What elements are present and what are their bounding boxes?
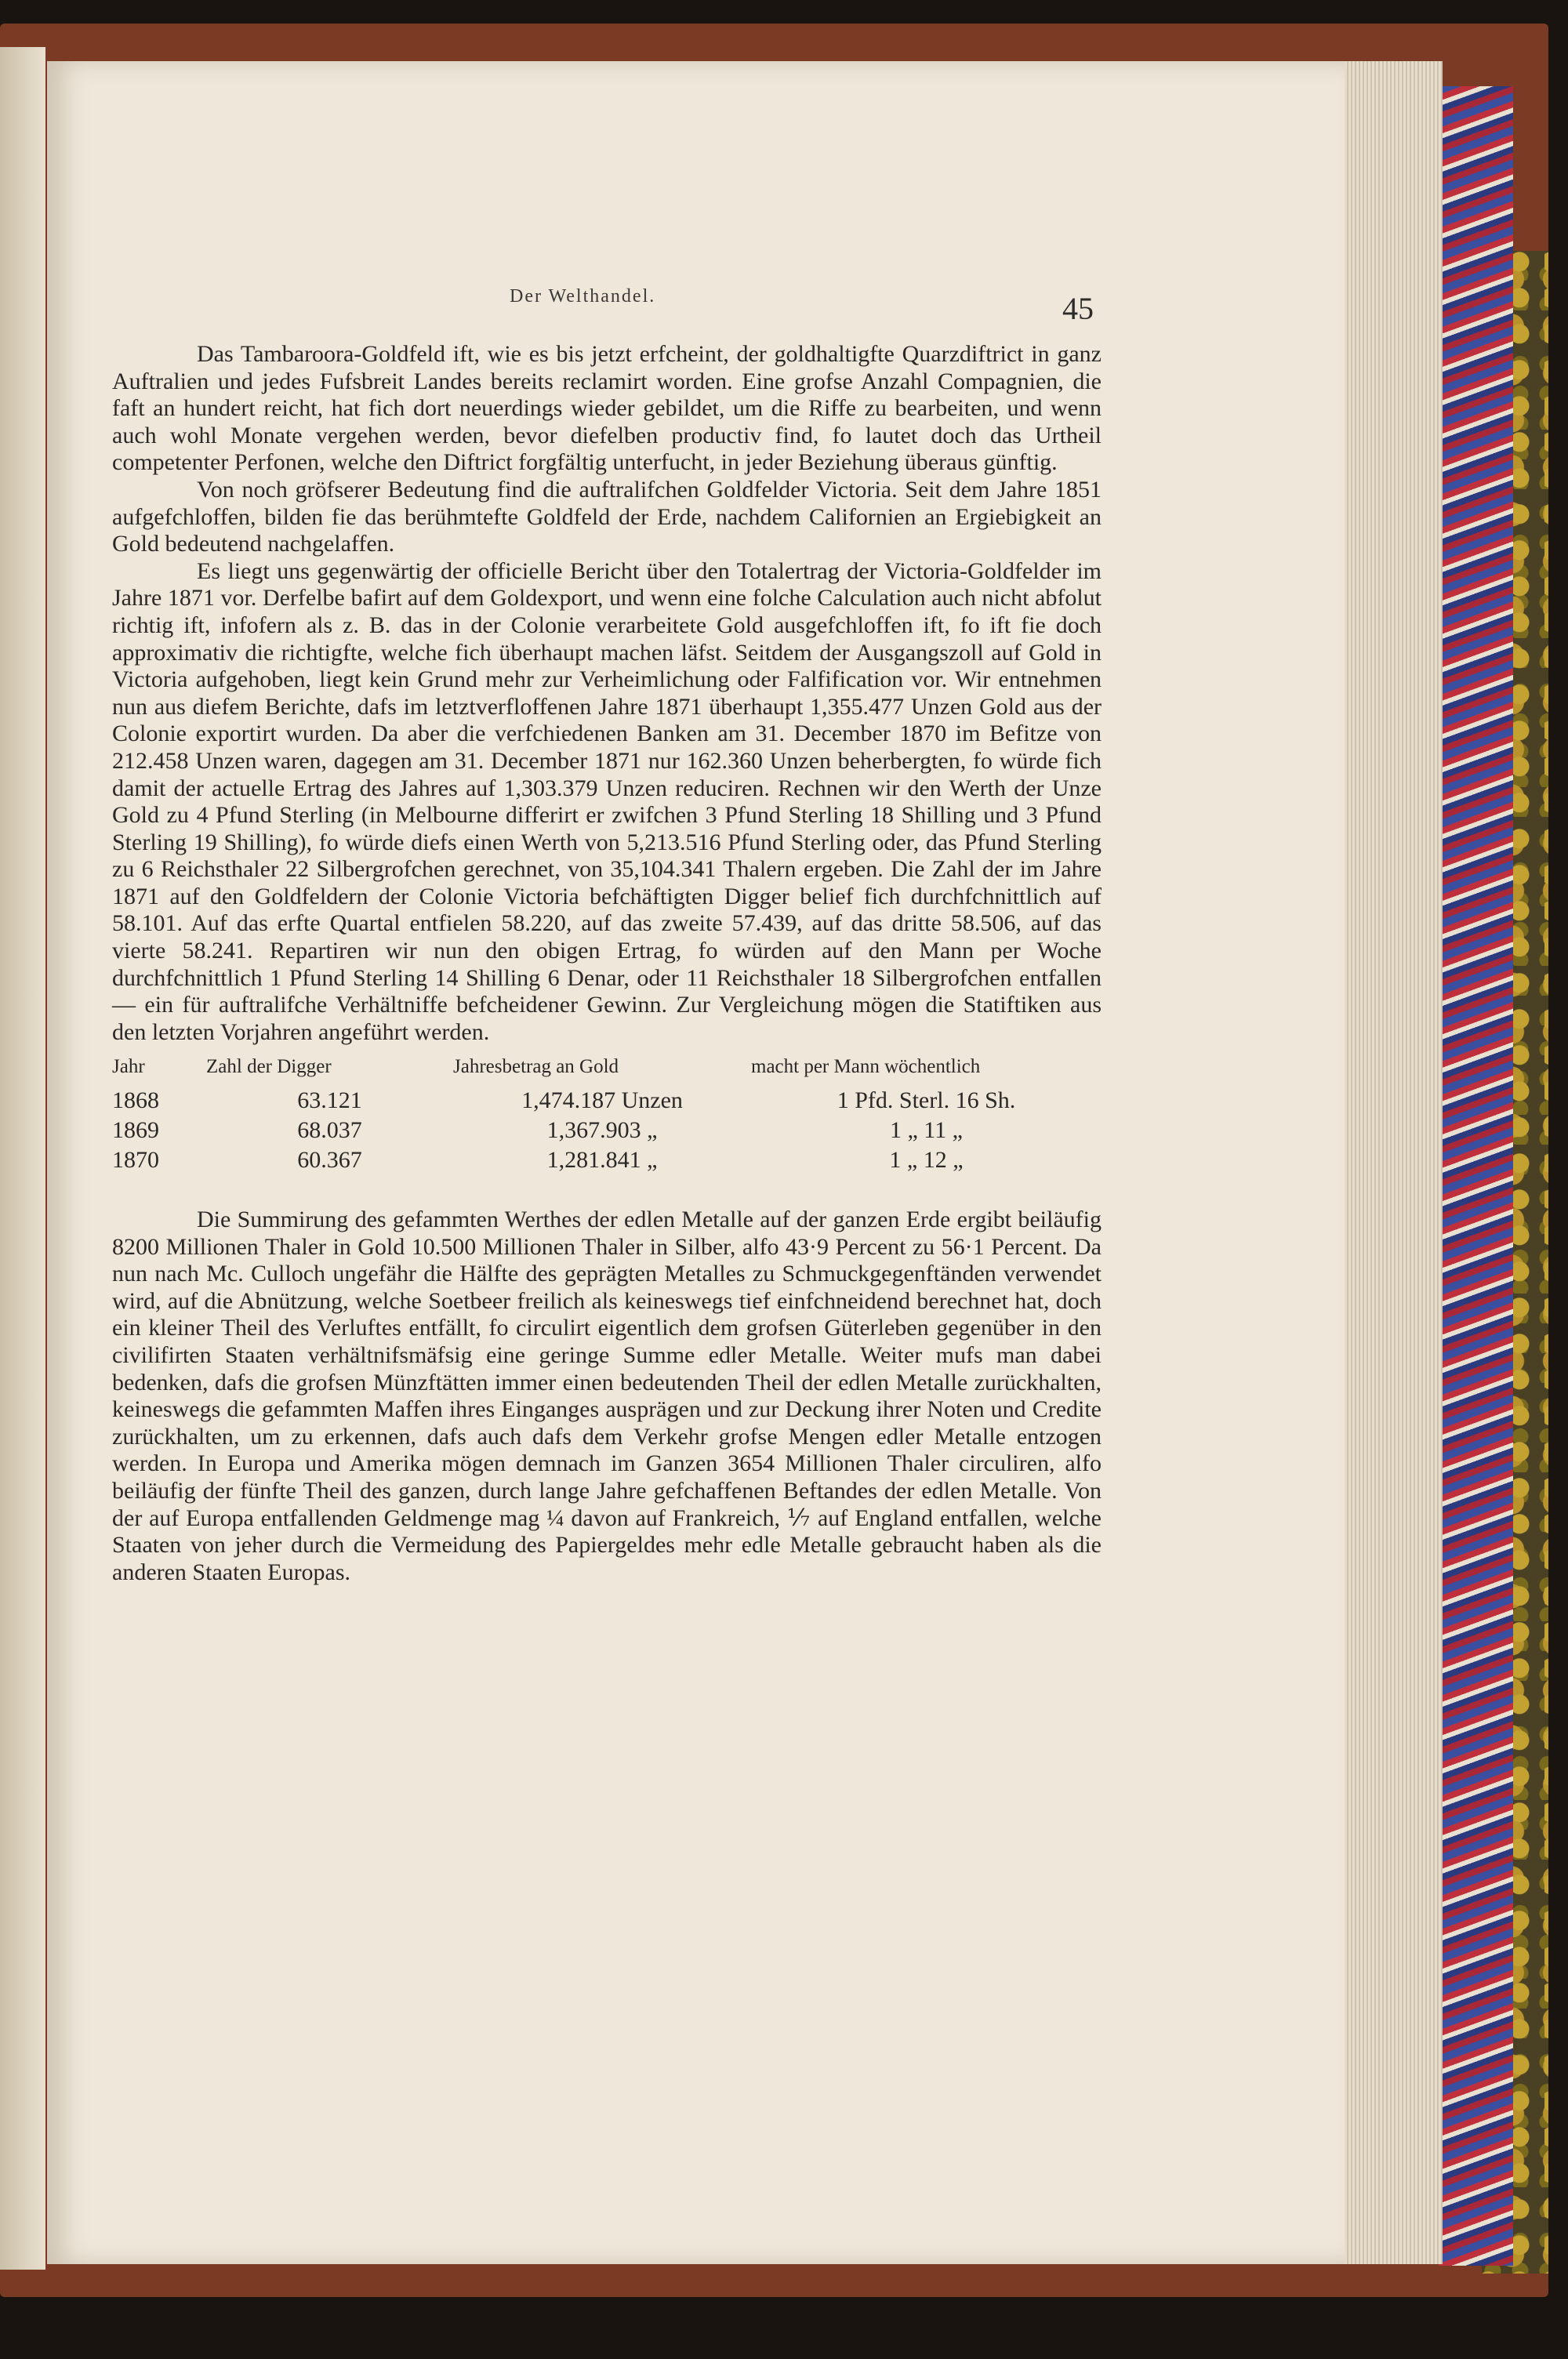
table-cell: 1868	[112, 1087, 159, 1114]
table-cell: 1 „ 11 „	[889, 1117, 964, 1144]
table-row	[112, 1116, 1102, 1145]
table-cell: 1869	[112, 1117, 159, 1144]
running-head: Der Welthandel.	[510, 286, 656, 307]
previous-page-edge	[0, 47, 45, 2270]
column-header: Jahresbetrag an Gold	[453, 1056, 619, 1078]
table-cell: 1 „ 12 „	[889, 1147, 964, 1174]
table-cell: 1,367.903 „	[546, 1117, 658, 1144]
column-header: macht per Mann wöchentlich	[751, 1056, 981, 1078]
table-row	[112, 1145, 1102, 1175]
table-row	[112, 1086, 1102, 1116]
table-cell: 68.037	[297, 1117, 362, 1144]
table-cell: 1 Pfd. Sterl. 16 Sh.	[837, 1087, 1016, 1114]
body-text	[112, 341, 1102, 1586]
page-number: 45	[1062, 291, 1094, 326]
table-header-row	[112, 1054, 1102, 1086]
column-header: Jahr	[112, 1056, 145, 1078]
gold-statistics-table	[112, 1054, 1102, 1175]
marbled-page-edge	[1439, 86, 1513, 2266]
paragraph: Die Summirung des gefammten Werthes der edlen Metalle auf der ganzen Erde ergibt beiläufig 8200 Millionen Thaler in Gold 10.500 Millionen Thaler in Silber, alfo 43·9 Percent zu 56·1 Percent. Da nun nach Mc. Culloch ungefähr die Hälfte des geprägten Metalles zu Schmuckgegenftänden verwendet wird, auf die Abnützung, welche Soetbeer freilich als keineswegs tief einfchneidend berechnet hat, doch ein kleiner Theil des Verluftes entfällt, fo circulirt eigentlich dem grofsen Güterleben gegenüber in den civilifirten Staaten verhältnifsmäfsig eine geringe Summe edler Metalle. Weiter mufs man dabei bedenken, dafs die grofsen Münzftätten immer einen bedeutenden Theil der edlen Metalle zurückhalten, keineswegs die gefammten Maffen ihres Einganges ausprägen und zur Deckung ihrer Noten und Credite zurückhalten, um zu erkennen, dafs auch dafs dem Verkehr grofse Mengen edler Metalle entzogen werden. In Europa und Amerika mögen demnach im Ganzen 3654 Millionen Thaler circuliren, alfo beiläufig der fünfte Theil des ganzen, durch lange Jahre gefchaffenen Beftandes der edlen Metalle. Von der auf Europa entfallenden Geldmenge mag ¼ davon auf Frankreich, ⅐ auf England entfallen, welche Staaten von jeher durch die Vermeidung des Papiergeldes mehr edle Metalle gebraucht haben als die anderen Staaten Europas.	[112, 1207, 1102, 1585]
column-header: Zahl der Digger	[206, 1056, 332, 1078]
page-block-edge	[1333, 61, 1443, 2264]
table-cell: 1,281.841 „	[546, 1147, 658, 1174]
table-cell: 1,474.187 Unzen	[521, 1087, 683, 1114]
table-cell: 60.367	[297, 1147, 362, 1174]
table-cell: 1870	[112, 1147, 159, 1174]
paragraph: Von noch gröfserer Bedeutung find die auftralifchen Goldfelder Victoria. Seit dem Jahre 1851 aufgefchloffen, bilden fie das berühmtefte Goldfeld der Erde, nachdem Californien an Ergiebigkeit an Gold bedeutend nachgelaffen.	[112, 476, 1102, 557]
table-cell: 63.121	[297, 1087, 362, 1114]
paragraph: Das Tambaroora-Goldfeld ift, wie es bis jetzt erfcheint, der goldhaltigfte Quarzdiftrict in ganz Auftralien und jedes Fufsbreit Landes bereits reclamirt worden. Eine grofse Anzahl Compagnien, die faft an hundert reicht, hat fich dort neuerdings wieder gebildet, um die Riffe zu bearbeiten, und wenn auch wohl Monate vergehen werden, bevor diefelben productiv find, fo lautet doch das Urtheil competenter Perfonen, welche den Diftrict forgfältig unterfucht, in jeder Beziehung überaus günftig.	[112, 341, 1102, 476]
paragraph: Es liegt uns gegenwärtig der officielle Bericht über den Totalertrag der Victoria-Goldfelder im Jahre 1871 vor. Derfelbe bafirt auf dem Goldexport, und wenn eine folche Calculation auch nicht abfolut richtig ift, infofern als z. B. das in der Colonie verarbeitete Gold ausgefchloffen ift, fo ift fie doch approximativ die richtigfte, welche fich überhaupt machen läfst. Seitdem der Ausgangszoll auf Gold in Victoria aufgehoben, liegt kein Grund mehr zur Verheimlichung oder Falfification vor. Wir entnehmen nun aus diefem Berichte, dafs im letztverfloffenen Jahre 1871 überhaupt 1,355.477 Unzen Gold aus der Colonie exportirt wurden. Da aber die verfchiedenen Banken am 31. December 1870 im Befitze von 212.458 Unzen waren, dagegen am 31. December 1871 nur 162.360 Unzen beherbergten, fo würde fich damit der actuelle Ertrag des Jahres auf 1,303.379 Unzen reduciren. Rechnen wir den Werth der Unze Gold zu 4 Pfund Sterling (in Melbourne differirt er zwifchen 3 Pfund Sterling 18 Shilling und 3 Pfund Sterling 19 Shilling), fo würde diefs einen Werth von 5,213.516 Pfund Sterling oder, das Pfund Sterling zu 6 Reichsthaler 22 Silbergrofchen gerechnet, von 35,104.341 Thalern ergeben. Die Zahl der im Jahre 1871 auf den Goldfeldern der Colonie Victoria befchäftigten Digger belief fich durchfchnittlich auf 58.101. Auf das erfte Quartal entfielen 58.220, auf das zweite 57.439, auf das dritte 58.506, auf das vierte 58.241. Repartiren wir nun den obigen Ertrag, fo würden auf den Mann per Woche durchfchnittlich 1 Pfund Sterling 14 Shilling 6 Denar, oder 11 Reichsthaler 18 Silbergrofchen entfallen — ein für auftralifche Verhältniffe befcheidener Gewinn. Zur Vergleichung mögen die Statiftiken aus den letzten Vorjahren angeführt werden.	[112, 557, 1102, 1045]
